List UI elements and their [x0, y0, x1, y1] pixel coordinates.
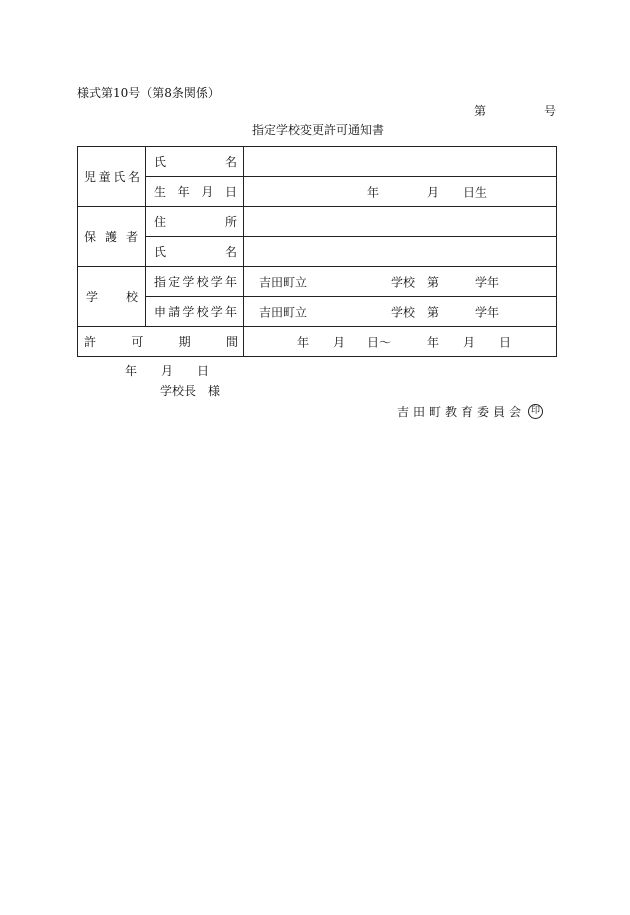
permission-period-label: 許 可 期 間 — [78, 327, 244, 357]
guardian-name-field[interactable] — [244, 237, 557, 267]
child-name-field[interactable] — [244, 147, 557, 177]
requested-school-label: 申 請 学 校 学 年 — [146, 297, 244, 327]
issuer-name: 吉 田 町 教 育 委 員 会 印 — [397, 404, 543, 419]
permission-table — [77, 146, 557, 357]
guardian-name-label: 氏 名 — [146, 237, 244, 267]
child-name-header: 児 童 氏 名 — [78, 147, 146, 207]
child-name-label: 氏 名 — [146, 147, 244, 177]
designated-school-label: 指 定 学 校 学 年 — [146, 267, 244, 297]
seal-icon: 印 — [528, 404, 543, 419]
form-number: 様式第10号（第8条関係） — [77, 86, 220, 100]
guardian-header: 保 護 者 — [78, 207, 146, 267]
table-row — [78, 267, 557, 297]
document-number-suffix: 号 — [544, 104, 557, 118]
birthdate-field[interactable]: 年 月 日生 — [244, 177, 557, 207]
table-row — [78, 177, 557, 207]
birthdate-label: 生 年 月 日 — [146, 177, 244, 207]
address-label: 住 所 — [146, 207, 244, 237]
permission-period-field[interactable]: 年 月 日～ 年 月 日 — [244, 327, 557, 357]
table-row — [78, 297, 557, 327]
guardian-address-field[interactable] — [244, 207, 557, 237]
designated-school-field[interactable]: 吉田町立 学校 第 学年 — [244, 267, 557, 297]
table-row — [78, 207, 557, 237]
table-row — [78, 147, 557, 177]
requested-school-field[interactable]: 吉田町立 学校 第 学年 — [244, 297, 557, 327]
table-row — [78, 237, 557, 267]
document-title: 指定学校変更許可通知書 — [252, 123, 385, 137]
issue-date-month: 月 — [161, 364, 174, 378]
issue-date-year: 年 — [125, 364, 138, 378]
recipient: 学校長 様 — [160, 384, 221, 398]
school-header: 学 校 — [78, 267, 146, 327]
document-number-prefix: 第 — [474, 104, 487, 118]
issue-date-day: 日 — [197, 364, 210, 378]
table-row — [78, 327, 557, 357]
